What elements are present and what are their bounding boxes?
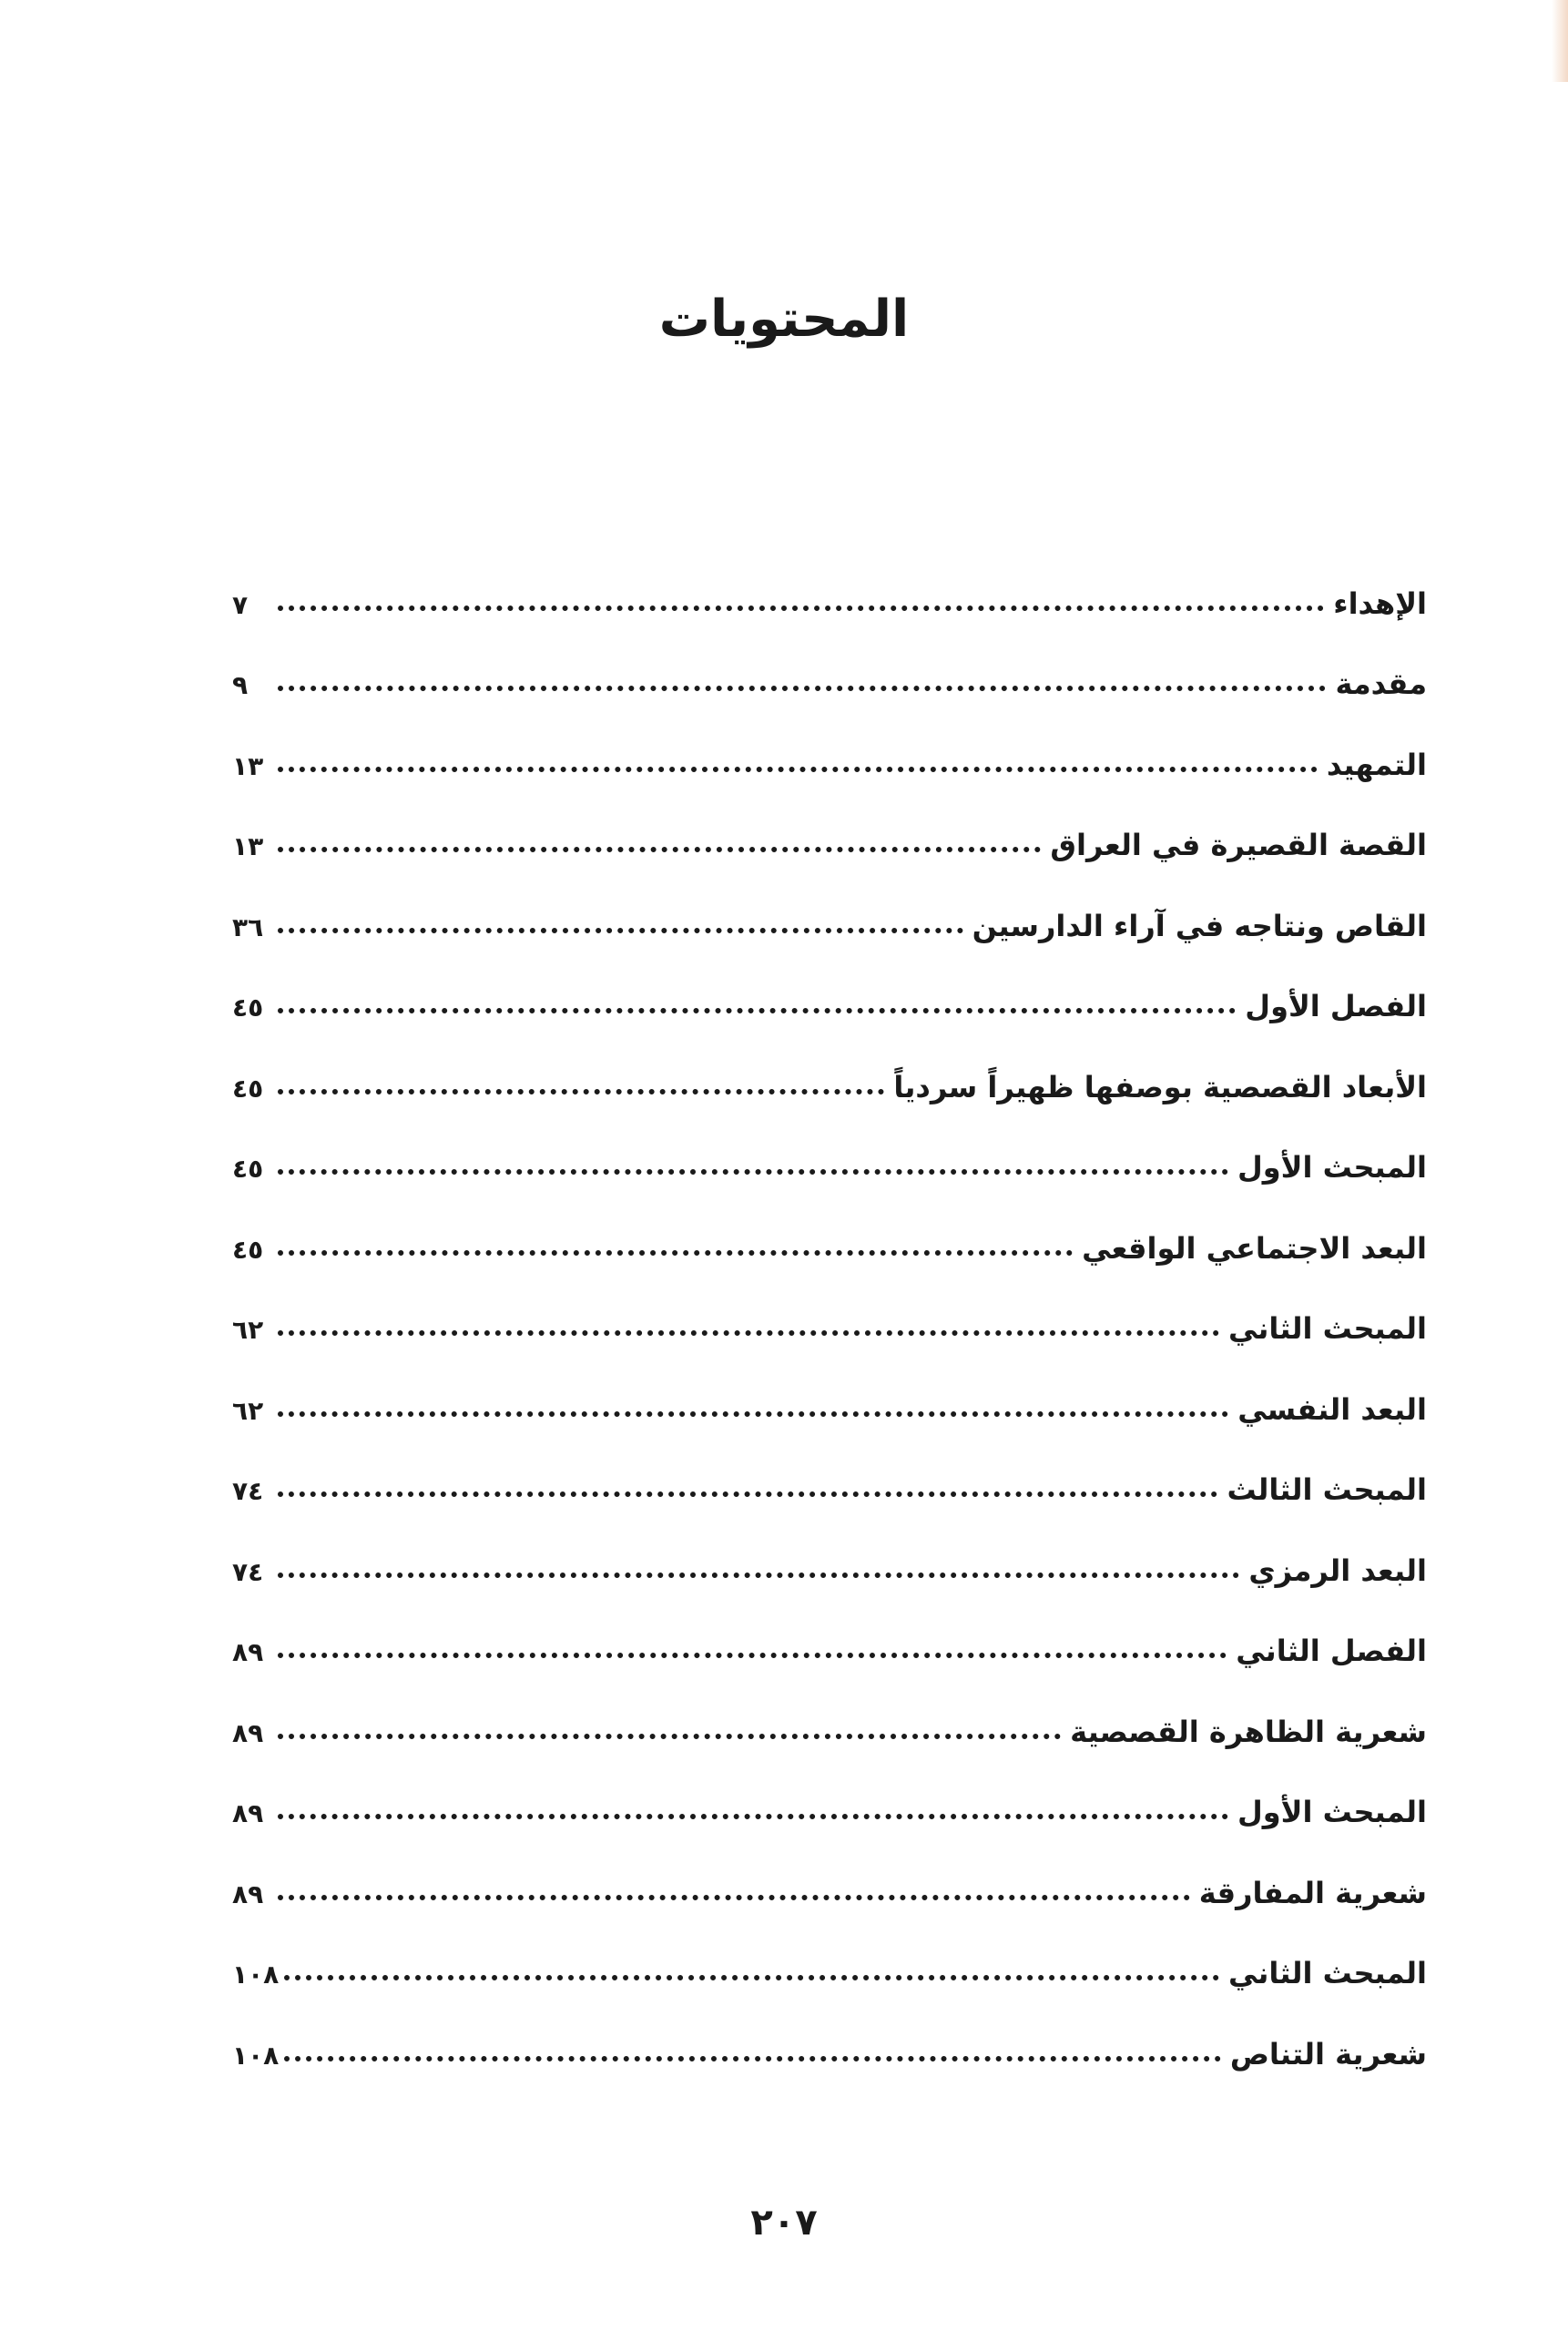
toc-entry-label: شعرية المفارقة: [1198, 1875, 1427, 1910]
toc-entry-label: البعد النفسي: [1237, 1391, 1427, 1427]
toc-entry-label: شعرية التناص: [1229, 2036, 1427, 2071]
toc-entry: [232, 1182, 1427, 1266]
toc-leader-dots: [278, 1491, 1217, 1497]
toc-entry-label: الفصل الثاني: [1236, 1634, 1427, 1668]
toc-leader-dots: [278, 1089, 884, 1094]
toc-leader-dots: [278, 1573, 1239, 1578]
toc-leader-dots: [284, 1975, 1219, 1980]
toc-entry: [232, 1263, 1427, 1344]
toc-entry-page: ٨٩: [232, 1798, 264, 1828]
toc-entry: [232, 1746, 1427, 1827]
toc-entry-label: الفصل الأول: [1245, 989, 1427, 1023]
toc-entry: [232, 1424, 1427, 1505]
toc-leader-dots: [278, 767, 1318, 772]
toc-entry: [232, 698, 1427, 782]
page-edge-shadow: [1552, 0, 1568, 82]
toc-entry: [232, 1343, 1427, 1427]
toc-entry-page: ٤٥: [232, 1234, 264, 1265]
toc-entry-label: المبحث الأول: [1237, 1150, 1427, 1185]
toc-entry-page: ١٣: [232, 750, 264, 781]
toc-entry-page: ٣٦: [232, 911, 264, 942]
toc-leader-dots: [278, 847, 1041, 852]
toc-leader-dots: [278, 928, 963, 933]
toc-entry-page: ٩: [232, 670, 249, 700]
toc-leader-dots: [278, 1008, 1236, 1013]
toc-leader-dots: [284, 2056, 1221, 2061]
toc-entry-page: ٤٥: [232, 1154, 264, 1184]
toc-entry: [232, 1908, 1427, 1989]
toc-leader-dots: [278, 1734, 1061, 1739]
toc-entry-label: القاص ونتاجه في آراء الدارسين: [972, 908, 1427, 943]
toc-entry: [232, 779, 1427, 860]
toc-entry-page: ١٣: [232, 831, 264, 861]
toc-entry: [232, 1585, 1427, 1666]
toc-entry-label: شعرية الظاهرة القصصية: [1070, 1714, 1427, 1749]
toc-entry-page: ٨٩: [232, 1717, 264, 1748]
page-title: المحتويات: [658, 290, 910, 349]
toc-entry-page: ١٠٨: [232, 1959, 280, 1990]
toc-entry-page: ٦٢: [232, 1395, 264, 1426]
toc-leader-dots: [278, 606, 1324, 611]
page-number: ٢٠٧: [750, 2202, 818, 2244]
toc-entry: [232, 941, 1427, 1022]
toc-entry-label: المبحث الأول: [1237, 1795, 1427, 1829]
toc-leader-dots: [278, 1814, 1228, 1819]
toc-entry-label: الإهداء: [1333, 585, 1427, 621]
toc-leader-dots: [278, 1411, 1228, 1417]
toc-entry-label: البعد الاجتماعي الواقعي: [1082, 1230, 1427, 1266]
toc-entry: [232, 1021, 1427, 1102]
toc-entry-page: ٧٤: [232, 1556, 264, 1587]
toc-entry-label: مقدمة: [1335, 667, 1427, 701]
toc-leader-dots: [278, 1895, 1190, 1900]
toc-entry-page: ٤٥: [232, 1073, 264, 1104]
toc-entry-page: ٨٩: [232, 1637, 264, 1667]
toc-entry-label: المبحث الثاني: [1227, 1311, 1427, 1346]
toc-entry: [232, 1665, 1427, 1749]
toc-entry-page: ٧٤: [232, 1476, 264, 1506]
toc-entry: [232, 1504, 1427, 1588]
toc-entry-label: المبحث الثالث: [1227, 1472, 1427, 1507]
toc-entry-page: ٧: [232, 589, 249, 620]
toc-entry-page: ١٠٨: [232, 2040, 280, 2071]
toc-entry-page: ٤٥: [232, 992, 264, 1023]
toc-entry: [232, 1102, 1427, 1183]
toc-leader-dots: [278, 1653, 1227, 1658]
toc-entry: [232, 1827, 1427, 1908]
toc-entry: [232, 860, 1427, 941]
toc-entry: [232, 537, 1427, 621]
toc-entry-page: ٨٩: [232, 1878, 264, 1909]
toc-entry-label: البعد الرمزي: [1248, 1552, 1427, 1588]
toc-entry-label: القصة القصيرة في العراق: [1050, 828, 1427, 862]
toc-entry: [232, 618, 1427, 699]
toc-entry: [232, 1988, 1427, 2069]
toc-entry-label: التمهيد: [1326, 747, 1427, 782]
toc-entry-page: ٦٢: [232, 1315, 264, 1345]
toc-entry-label: المبحث الثاني: [1227, 1956, 1427, 1990]
toc-leader-dots: [278, 686, 1326, 691]
toc-leader-dots: [278, 1330, 1219, 1336]
toc-leader-dots: [278, 1169, 1228, 1175]
toc-leader-dots: [278, 1250, 1073, 1256]
table-of-contents: [232, 537, 1427, 2069]
toc-entry-label: الأبعاد القصصية بوصفها ظهيراً سردياً: [893, 1069, 1427, 1104]
